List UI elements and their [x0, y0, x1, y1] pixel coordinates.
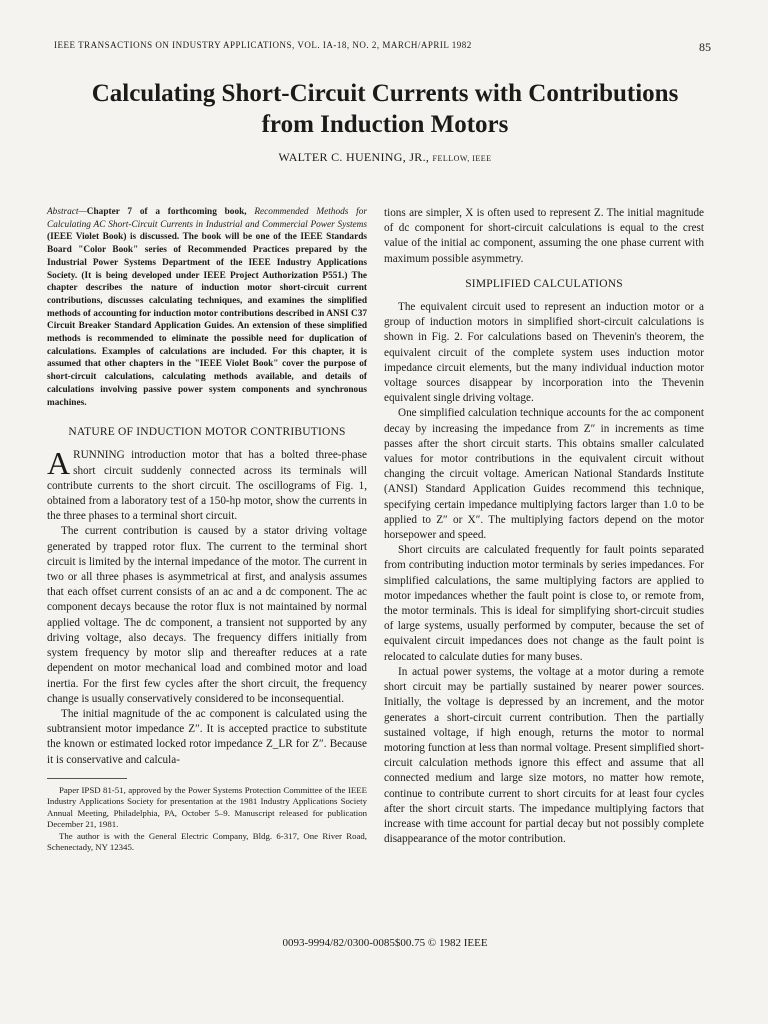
abstract-label: Abstract—	[47, 207, 87, 217]
copyright-footer: 0093-9994/82/0300-0085$00.75 © 1982 IEEE	[282, 937, 488, 949]
abstract-lead: Chapter 7 of a forthcoming book,	[86, 207, 255, 217]
paragraph: tions are simpler, X is often used to represent Z. The initial magnitude of dc component for short-circuit calculations is equal to the crest value of the initial ac component, assuming the one phase current with maximum possible asymmetry.	[384, 207, 704, 265]
paragraph: ARUNNING introduction motor that has a bolted three-phase short circuit suddenly connected across its terminals will contribute currents to the short circuit. The oscillograms of Fig. 1, obtained from a laboratory test of a 150-hp motor, show the currents in the three phases to a terminal short circuit.	[47, 445, 367, 523]
paragraph: The equivalent circuit used to represent an induction motor or a group of induction motors in simplified short-circuit calculations is shown in Fig. 2. For calculations based on Thevenin's theorem, the equivalent circuit of the complete system uses induction motor impedance circuit elements, but the many individual induction motor voltage sources disappear by incorporation into the Thevenin equivalent single driving voltage.	[384, 301, 704, 405]
title-line-1: Calculating Short-Circuit Currents with Contributions	[91, 80, 679, 107]
title-line-2: from Induction Motors	[261, 111, 509, 138]
footnote-paper-info: Paper IPSD 81-51, approved by the Power Systems Protection Committee of the IEEE Industry Applications Society for presentation at the 1981 Industry Applications Society Annual Meeting, Philadelphia, PA, October 5–9. Manuscript released for publication December 21, 1981.	[47, 784, 367, 830]
paragraph: The current contribution is caused by a stator driving voltage generated by trapped rotor flux. The current to the terminal short circuit is limited by the internal impedance of the motor. The current in two or all three phases is asymmetrical at first, and analysis assumes that each offset current consists of an ac and a dc component. The ac component decays because the rotor flux is not maintained by normal applied voltage. The dc component, a transient not supported by any driving voltage, also decays. The frequency differs initially from system frequency by motor slip and thereafter reduces at a rate dependent on motor mechanical load and combined motor and load inertia. For the first few cycles after the short circuit, the frequency change is usually conservatively considered to be inconsequential.	[47, 525, 367, 705]
paragraph: In actual power systems, the voltage at a motor during a remote short circuit may be partially sustained by nearer power sources. Initially, the voltage is depressed by an increment, and the motor generates a short-circuit current contribution. Then the partially sustained voltage, if high enough, returns the motor to normal motoring function at less than normal voltage. Present simplified short-circuit calculation methods ignore this effect and assume that all connected medium and large size motors, no matter how remote, continue to contribute current to short circuits for at least four cycles after the short circuit starts. The impedance multiplying factors that increase with time account for partial decay but not possibly complete disappearance of the motor contribution.	[384, 665, 704, 846]
paper-title	[40, 78, 730, 140]
page-number: 85	[699, 40, 711, 54]
abstract-body: (IEEE Violet Book) is discussed. The book will be one of the IEEE Standards Board "Color Book" series of Recommended Practices prepared by the Industrial Power Systems Department of the IEEE Industry Applications Society. (It is being developed under IEEE Project Authorization P551.) The chapter describes the nature of induction motor short-circuit current contributions, discusses calculating techniques, and examines the simplified methods of accounting for induction motor contributions described in ANSI C37 Circuit Breaker Standard Application Guides. An extension of these simplified methods is recommended to eliminate the possible need for duplication of calculations. Examples of calculations are included. For this chapter, it is assumed that other chapters in the "IEEE Violet Book" cover the purpose of short-circuit calculations, calculating methods available, and details of calculations involving passive power system components and synchronous machines.	[47, 232, 367, 408]
author-line	[40, 150, 730, 165]
drop-cap: A	[47, 445, 71, 482]
footnote-author-affiliation: The author is with the General Electric Company, Bldg. 6-317, One River Road, Schenectady, NY 12345.	[47, 830, 367, 853]
paragraph: The initial magnitude of the ac component is calculated using the subtransient motor impedance Z″. It is accepted practice to substitute the known or estimated locked rotor impedance Z_LR for Z″. Because it is conservative and calcula-	[47, 707, 367, 766]
left-column	[47, 206, 367, 854]
running-header	[54, 40, 711, 55]
paragraph: Short circuits are calculated frequently for fault points separated from contributing induction motor terminals by series impedances. For simplified calculations, the same multiplying factors are applied to motor impedances whether the fault point is close to, or remote from, the motor terminals. This is ideal for simplifying short-circuit studies of large systems, usually performed by computer, because the set of equivalent circuit impedances does not change as the fault point is relocated to calculate duties for many buses.	[384, 544, 704, 663]
abstract-book-title: Recommended Methods for Calculating AC Short-Circuit Currents in Industrial and Commercial Power Systems	[47, 207, 367, 230]
paragraph: One simplified calculation technique accounts for the ac component decay by increasing the impedance from Z″ in increments as time passes after the short circuit starts. This obtains smaller calculated values for motor contributions in the equivalent circuit without changing the circuit voltage. American National Standards Institute (ANSI) Standard Application Guides recommend this technique, specifying certain impedance multiplying factors larger than 1.0 to be applied to Z″ or X″. The multiplying factors depend on the motor horsepower and speed.	[384, 407, 704, 542]
author-name: WALTER C. HUENING, JR.,	[278, 150, 430, 164]
right-column	[384, 206, 704, 847]
journal-header: IEEE TRANSACTIONS ON INDUSTRY APPLICATIONS, VOL. IA-18, NO. 2, MARCH/APRIL 1982	[54, 40, 472, 50]
footnote-divider	[47, 778, 127, 779]
section-heading-nature: NATURE OF INDUCTION MOTOR CONTRIBUTIONS	[68, 426, 346, 439]
abstract	[47, 206, 367, 409]
section-heading-simplified: SIMPLIFIED CALCULATIONS	[465, 277, 623, 290]
author-grade: FELLOW, IEEE	[432, 154, 492, 163]
